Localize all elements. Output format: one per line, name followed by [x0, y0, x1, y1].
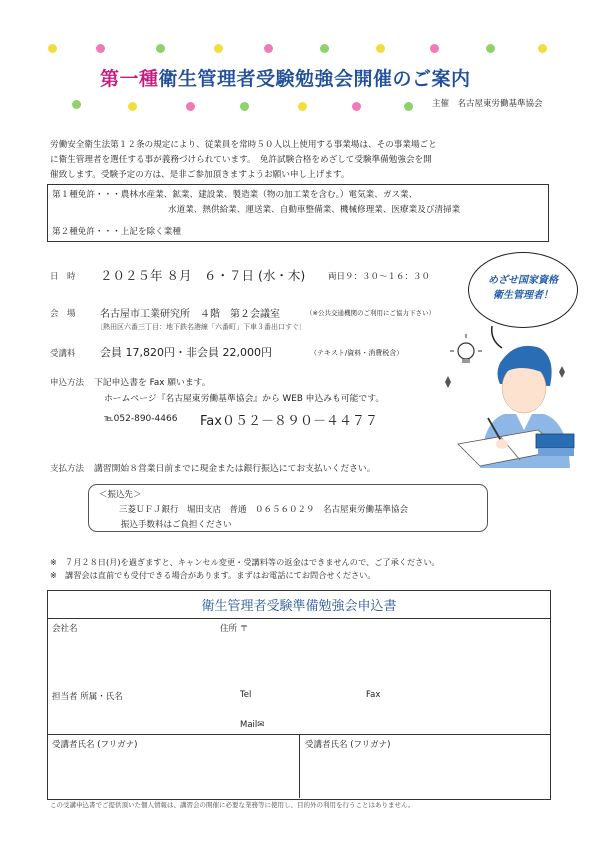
- form-divider: [48, 618, 550, 619]
- fee-value: 会員 17,820円・非会員 22,000円: [100, 346, 272, 359]
- license-exemption-box: [47, 184, 549, 242]
- exemption-line: 第１種免許・・・農林水産業、鉱業、建設業、製造業（物の加工業を含む。）電気業、ガス業、: [52, 190, 418, 200]
- attendee-field-1[interactable]: 受講者氏名 (フリガナ): [52, 740, 138, 750]
- payment-label: 支払方法: [50, 464, 85, 474]
- intro-line: 労働安全衛生法第１２条の規定により、従業員を常時５０人以上使用する事業場は、その事業場ごと: [50, 140, 437, 150]
- date-time: 両日９：３０～１６：３０: [328, 272, 431, 282]
- intro-line: に衛生管理者を選任する事が義務づけられています。 免許試験合格をめざして受験準備勉強会を開: [50, 155, 432, 165]
- speech-bubble: [468, 252, 578, 328]
- intro-text: [50, 138, 550, 183]
- studying-person-illustration: [440, 318, 580, 468]
- fee-label: 受講料: [50, 349, 76, 359]
- note-line: ※ ７月２８日(月)を過ぎますと、キャンセル変更・受講料等の返金はできませんので、ご了承ください。: [50, 557, 440, 567]
- bubble-tail: [492, 326, 502, 348]
- application-form: [47, 590, 551, 800]
- venue-label: 会 場: [50, 309, 76, 319]
- company-field[interactable]: 会社名: [52, 624, 78, 634]
- form-column-divider: [299, 734, 300, 798]
- privacy-footer: この受講申込書でご提供頂いた個人情報は、講習会の開催に必要な業務等に使用し、目的外の利用を行うことはありません。: [50, 801, 415, 809]
- bubble-line: めざせ国家資格: [488, 275, 558, 286]
- apply-fax: Fax０５２－８９０－４４７７: [200, 414, 378, 429]
- lightbulb-icon: [450, 334, 482, 363]
- note-line: ※ 講習会は直前でも受付できる場合があります。まずはお電話にてお問合せください。: [50, 570, 376, 580]
- organizer: 主催 名古屋東労働基準協会: [432, 99, 543, 109]
- page-title: [100, 64, 471, 91]
- payment-value: 講習開始８営業日前までに現金または銀行振込にてお支払いください。: [94, 464, 376, 474]
- venue-value: 名古屋市工業研究所 ４階 第２会議室: [100, 309, 280, 320]
- date-value: ２０２５年 ８月 ６・７日 (水・木): [100, 268, 306, 283]
- venue-address: 〔熱田区六番三丁目：地下鉄名港線「六番町」下車３番出口すぐ〕: [96, 323, 306, 331]
- fee-note: （テキスト/資料・消費税含）: [310, 349, 404, 357]
- envelope-icon: ✉: [257, 720, 265, 730]
- apply-line1: 下記申込書を Fax 願います。: [94, 378, 211, 388]
- fax-field[interactable]: Fax: [366, 690, 381, 700]
- form-title: 衛生管理者受験準備勉強会申込書: [201, 599, 397, 614]
- exemption-line: 第２種免許・・・上記を除く業種: [52, 227, 181, 237]
- contact-field[interactable]: 担当者 所属・氏名: [52, 692, 123, 702]
- address-field[interactable]: 住所 〒: [220, 624, 249, 634]
- notes: [50, 556, 440, 582]
- title-part1: 第一種: [100, 68, 159, 90]
- tel-field[interactable]: Tel: [240, 690, 252, 700]
- date-label: 日 時: [50, 272, 76, 282]
- bank-title: ＜振込先＞: [99, 490, 142, 500]
- bank-fee-note: 振込手数料はご負担ください: [121, 520, 232, 530]
- title-part2: 衛生管理者受験勉強会開催のご案内: [158, 68, 471, 90]
- bubble-line: 衛生管理者！: [493, 290, 553, 301]
- apply-line2: ホームページ『名古屋東労働基準協会』から WEB 申込みも可能です。: [104, 394, 385, 404]
- exemption-line: 水道業、熱供給業、運送業、自動車整備業、機械修理業、医療業及び清掃業: [168, 205, 461, 215]
- bank-account: 三菱ＵＦＪ銀行 堀田支店 普通 ０６５６０２９ 名古屋東労働基準協会: [119, 505, 409, 515]
- mail-label: Mail: [240, 720, 258, 730]
- bank-info-box: [88, 484, 488, 532]
- apply-tel: ℡052-890-4466: [104, 414, 178, 424]
- apply-label: 申込方法: [50, 378, 85, 388]
- intro-line: 催致します。受験予定の方は、是非ご参加頂きますようお願い申し上げます。: [50, 170, 350, 180]
- mail-field[interactable]: [240, 720, 264, 730]
- attendee-field-2[interactable]: 受講者氏名 (フリガナ): [305, 740, 391, 750]
- venue-note: （※公共交通機関のご利用にご協力下さい）: [306, 309, 435, 317]
